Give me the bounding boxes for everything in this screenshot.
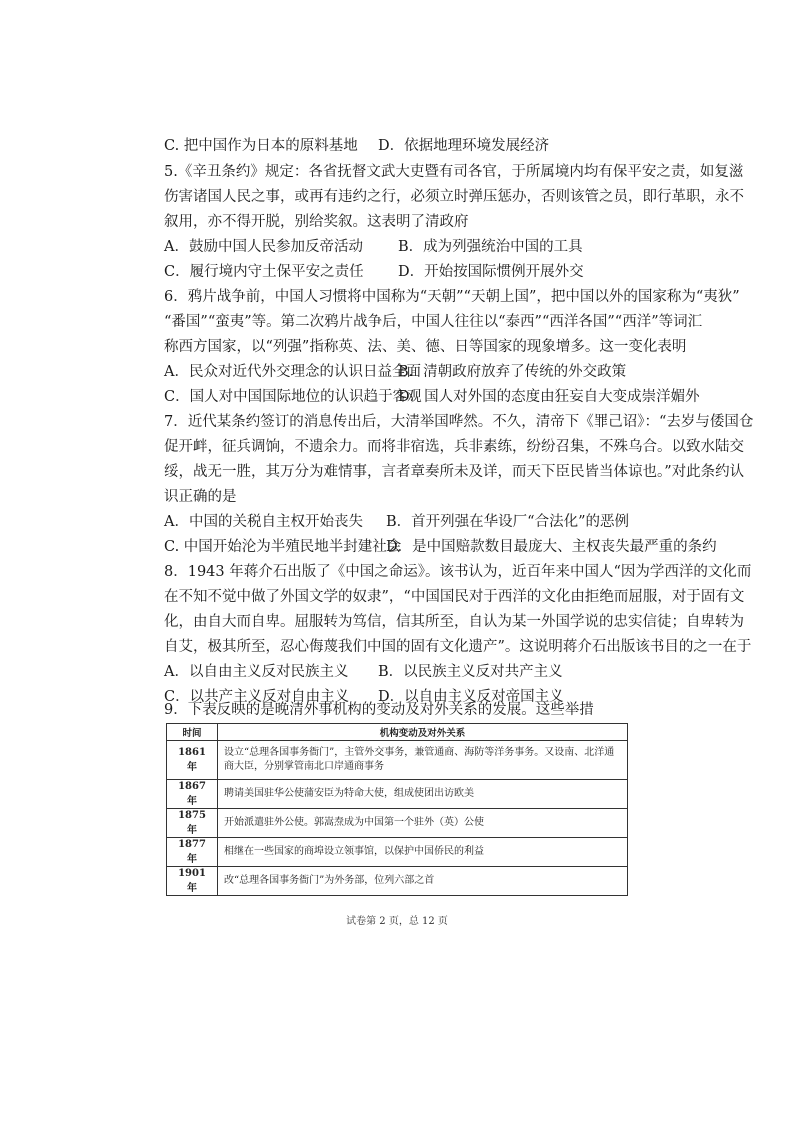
q7-option-a: A．中国的关税自主权开始丧失 — [164, 514, 363, 530]
row-year: 1867 年 — [167, 780, 218, 809]
q8-option-a: A．以自由主义反对民族主义 — [164, 664, 349, 680]
q8-stem-line-1: 8．1943 年蒋介石出版了《中国之命运》。该书认为，近百年来中国人“因为学西洋的文化而 — [164, 564, 752, 580]
q8-option-c: C．以共产主义反对自由主义 — [164, 689, 350, 705]
q4-option-d: D．依据地理环境发展经济 — [378, 138, 550, 154]
page-footer: 试卷第 2 页，总 12 页 — [346, 916, 448, 927]
table-row — [167, 867, 628, 896]
q8-stem-line-4: 自艾，极其所至，忍心侮蔑我们中国的固有文化遗产”。这说明蒋介石出版该书目的之一在于 — [164, 639, 752, 655]
q7-stem-line-2: 促开衅，征兵调饷，不遗余力。而将非宿选，兵非素练，纷纷召集，不殊乌合。以致水陆交 — [164, 439, 744, 455]
q6-stem-line-3: 称西方国家，以“列强”指称英、法、美、德、日等国家的现象增多。这一变化表明 — [164, 339, 687, 355]
q9-stem: 9．下表反映的是晚清外事机构的变动及对外关系的发展。这些举措 — [164, 702, 594, 718]
q7-stem-line-4: 识正确的是 — [164, 489, 237, 505]
header-content: 机构变动及对外关系 — [218, 724, 628, 741]
row-year: 1877 年 — [167, 838, 218, 867]
row-text: 改“总理各国事务衙门”为外务部，位列六部之首 — [218, 867, 628, 896]
q7-stem-line-3: 绥，战无一胜，其万分为难情事，言者章奏所未及详，而天下臣民皆当体谅也。”对此条约认 — [164, 464, 745, 480]
q5-stem-line-3: 叙用，亦不得开脱，别给奖叙。这表明了清政府 — [164, 214, 469, 230]
q7-option-c: C. 中国开始沦为半殖民地半封建社会 — [164, 539, 402, 555]
q5-option-c: C．履行境内守土保平安之责任 — [164, 264, 364, 280]
q6-stem-line-1: 6．鸦片战争前，中国人习惯将中国称为“天朝”“天朝上国”，把中国以外的国家称为“夷狄” — [164, 289, 740, 305]
row-text: 聘请美国驻华公使蒲安臣为特命大使，组成使团出访欧美 — [218, 780, 628, 809]
q6-stem-line-2: “番国”“蛮夷”等。第二次鸦片战争后，中国人往往以“泰西”“西洋各国”“西洋”等词汇 — [164, 314, 703, 330]
q5-option-b: B．成为列强统治中国的工具 — [398, 239, 583, 255]
q7-option-b: B．首开列强在华设厂“合法化”的恶例 — [386, 514, 629, 530]
q6-option-b: B．清朝政府放弃了传统的外交政策 — [398, 364, 627, 380]
q8-stem-line-3: 化，由自大而自卑。屈服转为笃信，信其所至，自认为某一外国学说的忠实信徒；自卑转为 — [164, 614, 744, 630]
q6-option-a: A．民众对近代外交理念的认识日益全面 — [164, 364, 421, 380]
row-year: 1861 年 — [167, 741, 218, 780]
q5-option-a: A．鼓励中国人民参加反帝活动 — [164, 239, 363, 255]
q8-stem-line-2: 在不知不觉中做了外国文学的奴隶”，“中国国民对于西洋的文化由拒绝而屈服，对于固有文 — [164, 589, 745, 605]
q4-option-c: C. 把中国作为日本的原料基地 — [164, 138, 358, 154]
table-row — [167, 809, 628, 838]
header-time: 时间 — [167, 724, 218, 741]
q5-stem-line-2: 伤害诸国人民之事，或再有违约之行，必须立时弹压惩办，否则该管之员，即行革职，永不 — [164, 189, 744, 205]
q7-stem-line-1: 7．近代某条约签订的消息传出后，大清举国哗然。不久，清帝下《罪己诏》：“去岁与倭国仓 — [164, 414, 754, 430]
table-header-row — [167, 724, 628, 741]
row-text: 相继在一些国家的商埠设立领事馆，以保护中国侨民的利益 — [218, 838, 628, 867]
row-text: 开始派遣驻外公使。郭嵩焘成为中国第一个驻外（英）公使 — [218, 809, 628, 838]
q7-option-d: D．是中国赔款数目最庞大、主权丧失最严重的条约 — [386, 539, 717, 555]
q8-option-b: B．以民族主义反对共产主义 — [378, 664, 563, 680]
table-row — [167, 741, 628, 780]
table-row — [167, 780, 628, 809]
foreign-affairs-table — [166, 723, 628, 896]
q8-option-d: D．以自由主义反对帝国主义 — [378, 689, 564, 705]
row-text: 设立“总理各国事务衙门”，主管外交事务，兼管通商、海防等洋务事务。又设南、北洋通商大臣，分别掌管南北口岸通商事务 — [218, 741, 628, 780]
q5-stem-line-1: 5.《辛丑条约》规定：各省抚督文武大吏暨有司各官，于所属境内均有保平安之责，如复滋 — [164, 164, 744, 180]
q5-option-d: D．开始按国际惯例开展外交 — [398, 264, 584, 280]
q6-option-d: D．国人对外国的态度由狂妄自大变成崇洋媚外 — [398, 389, 700, 405]
q6-option-c: C．国人对中国国际地位的认识趋于客观 — [164, 389, 422, 405]
row-year: 1901 年 — [167, 867, 218, 896]
table-row — [167, 838, 628, 867]
row-year: 1875 年 — [167, 809, 218, 838]
